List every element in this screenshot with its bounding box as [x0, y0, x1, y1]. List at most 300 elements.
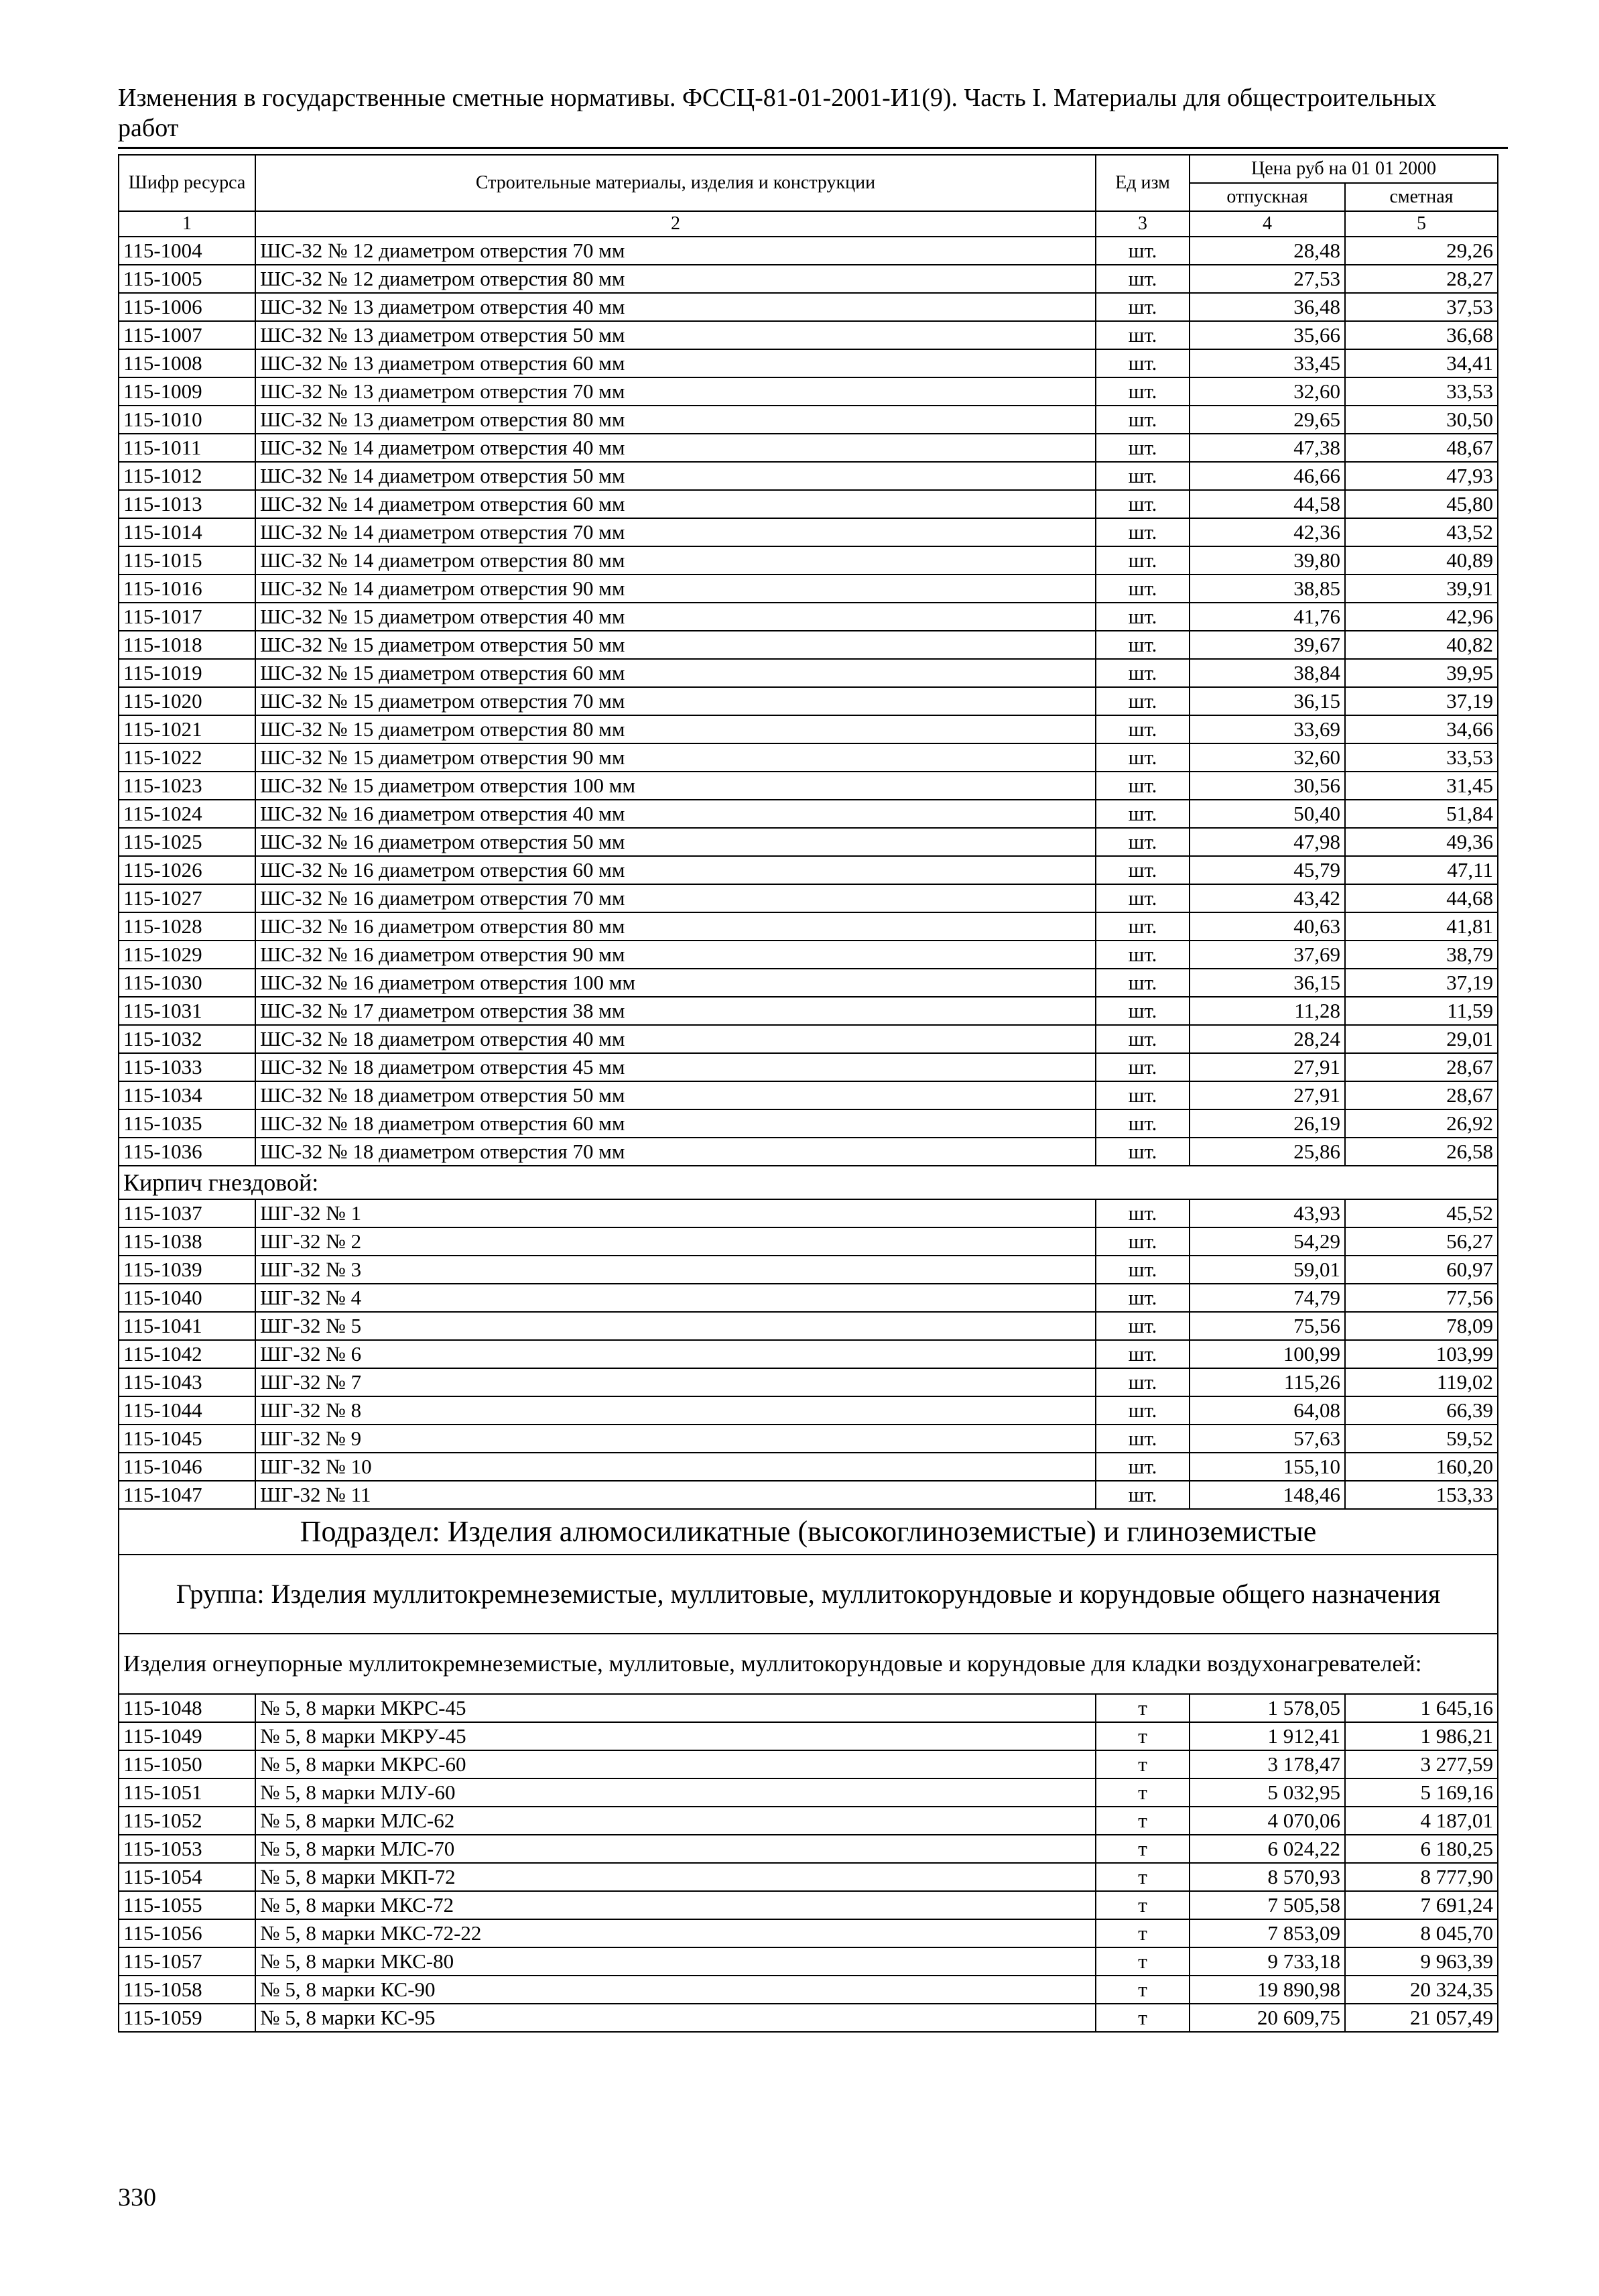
release-price-cell: 7 505,58	[1190, 1891, 1345, 1919]
table-body-subhead-b	[119, 1166, 1498, 1199]
release-price-cell: 100,99	[1190, 1340, 1345, 1368]
unit-cell: шт.	[1096, 800, 1190, 828]
resource-code-cell: 115-1051	[119, 1778, 255, 1807]
release-price-cell: 44,58	[1190, 490, 1345, 518]
unit-cell: шт.	[1096, 1284, 1190, 1312]
estimate-price-cell: 34,66	[1345, 715, 1498, 743]
unit-cell: шт.	[1096, 1138, 1190, 1166]
estimate-price-cell: 38,79	[1345, 941, 1498, 969]
estimate-price-cell: 51,84	[1345, 800, 1498, 828]
table-row	[119, 743, 1498, 772]
resource-code-cell: 115-1015	[119, 546, 255, 575]
estimate-price-cell: 36,68	[1345, 321, 1498, 349]
table-row	[119, 1425, 1498, 1453]
release-price-cell: 59,01	[1190, 1256, 1345, 1284]
resource-code-cell: 115-1057	[119, 1947, 255, 1976]
unit-cell: шт.	[1096, 715, 1190, 743]
table-row	[119, 659, 1498, 687]
resource-code-cell: 115-1039	[119, 1256, 255, 1284]
unit-cell: шт.	[1096, 1368, 1190, 1396]
document-header: Изменения в государственные сметные нормативы. ФССЦ-81-01-2001-И1(9). Часть I. Материалы для общестроительных работ	[118, 84, 1437, 142]
table-row	[119, 1863, 1498, 1891]
material-name-cell: ШС-32 № 17 диаметром отверстия 38 мм	[255, 997, 1096, 1025]
estimate-price-cell: 77,56	[1345, 1284, 1498, 1312]
table-row	[119, 518, 1498, 546]
estimate-price-cell: 34,41	[1345, 349, 1498, 377]
resource-code-cell: 115-1054	[119, 1863, 255, 1891]
group-row	[119, 1555, 1498, 1634]
table-row	[119, 321, 1498, 349]
resource-code-cell: 115-1014	[119, 518, 255, 546]
release-price-cell: 39,80	[1190, 546, 1345, 575]
estimate-price-cell: 1 986,21	[1345, 1722, 1498, 1750]
table-body-c	[119, 1694, 1498, 2032]
release-price-cell: 50,40	[1190, 800, 1345, 828]
material-name-cell: ШС-32 № 13 диаметром отверстия 40 мм	[255, 293, 1096, 321]
material-name-cell: № 5, 8 марки МКРС-60	[255, 1750, 1096, 1778]
unit-cell: т	[1096, 1835, 1190, 1863]
resource-code-cell: 115-1013	[119, 490, 255, 518]
material-name-cell: ШГ-32 № 7	[255, 1368, 1096, 1396]
resource-code-cell: 115-1050	[119, 1750, 255, 1778]
estimate-price-cell: 5 169,16	[1345, 1778, 1498, 1807]
table-row	[119, 2004, 1498, 2032]
release-price-cell: 42,36	[1190, 518, 1345, 546]
table-row	[119, 1312, 1498, 1340]
estimate-price-cell: 20 324,35	[1345, 1976, 1498, 2004]
estimate-price-cell: 29,01	[1345, 1025, 1498, 1053]
resource-code-cell: 115-1010	[119, 406, 255, 434]
material-name-cell: ШС-32 № 13 диаметром отверстия 80 мм	[255, 406, 1096, 434]
material-name-cell: ШС-32 № 18 диаметром отверстия 60 мм	[255, 1109, 1096, 1138]
estimate-price-cell: 6 180,25	[1345, 1835, 1498, 1863]
release-price-cell: 9 733,18	[1190, 1947, 1345, 1976]
estimate-price-cell: 78,09	[1345, 1312, 1498, 1340]
material-name-cell: ШГ-32 № 10	[255, 1453, 1096, 1481]
estimate-price-cell: 39,95	[1345, 659, 1498, 687]
material-name-cell: ШГ-32 № 5	[255, 1312, 1096, 1340]
col-header-price: Цена руб на 01 01 2000	[1190, 155, 1498, 183]
resource-code-cell: 115-1006	[119, 293, 255, 321]
estimate-price-cell: 9 963,39	[1345, 1947, 1498, 1976]
table-row	[119, 997, 1498, 1025]
table-row	[119, 265, 1498, 293]
material-name-cell: ШС-32 № 15 диаметром отверстия 60 мм	[255, 659, 1096, 687]
table-row	[119, 1778, 1498, 1807]
release-price-cell: 5 032,95	[1190, 1778, 1345, 1807]
col-header-code: Шифр ресурса	[119, 155, 255, 211]
release-price-cell: 27,91	[1190, 1081, 1345, 1109]
estimate-price-cell: 153,33	[1345, 1481, 1498, 1509]
material-name-cell: ШГ-32 № 1	[255, 1199, 1096, 1227]
table-row	[119, 1976, 1498, 2004]
resource-code-cell: 115-1045	[119, 1425, 255, 1453]
unit-cell: т	[1096, 1891, 1190, 1919]
unit-cell: шт.	[1096, 406, 1190, 434]
material-name-cell: ШС-32 № 14 диаметром отверстия 40 мм	[255, 434, 1096, 462]
table-row	[119, 406, 1498, 434]
material-name-cell: ШС-32 № 16 диаметром отверстия 90 мм	[255, 941, 1096, 969]
resource-code-cell: 115-1005	[119, 265, 255, 293]
material-name-cell: ШС-32 № 16 диаметром отверстия 60 мм	[255, 856, 1096, 884]
material-name-cell: ШС-32 № 18 диаметром отверстия 40 мм	[255, 1025, 1096, 1053]
unit-cell: шт.	[1096, 969, 1190, 997]
table-row	[119, 1807, 1498, 1835]
estimate-price-cell: 39,91	[1345, 575, 1498, 603]
material-name-cell: ШС-32 № 14 диаметром отверстия 50 мм	[255, 462, 1096, 490]
table-row	[119, 1750, 1498, 1778]
resource-code-cell: 115-1026	[119, 856, 255, 884]
unit-cell: шт.	[1096, 631, 1190, 659]
release-price-cell: 47,98	[1190, 828, 1345, 856]
estimate-price-cell: 28,67	[1345, 1053, 1498, 1081]
unit-cell: шт.	[1096, 265, 1190, 293]
resource-code-cell: 115-1031	[119, 997, 255, 1025]
material-name-cell: ШС-32 № 13 диаметром отверстия 50 мм	[255, 321, 1096, 349]
release-price-cell: 41,76	[1190, 603, 1345, 631]
unit-cell: т	[1096, 1863, 1190, 1891]
estimate-price-cell: 11,59	[1345, 997, 1498, 1025]
resource-code-cell: 115-1048	[119, 1694, 255, 1722]
estimate-price-cell: 47,93	[1345, 462, 1498, 490]
release-price-cell: 26,19	[1190, 1109, 1345, 1138]
estimate-price-cell: 103,99	[1345, 1340, 1498, 1368]
unit-cell: шт.	[1096, 1481, 1190, 1509]
material-name-cell: № 5, 8 марки МКС-72-22	[255, 1919, 1096, 1947]
release-price-cell: 43,93	[1190, 1199, 1345, 1227]
estimate-price-cell: 37,19	[1345, 687, 1498, 715]
resource-code-cell: 115-1053	[119, 1835, 255, 1863]
table-body-a	[119, 237, 1498, 1166]
unit-cell: шт.	[1096, 237, 1190, 265]
material-name-cell: ШГ-32 № 2	[255, 1227, 1096, 1256]
material-name-cell: № 5, 8 марки МКРУ-45	[255, 1722, 1096, 1750]
unit-cell: шт.	[1096, 997, 1190, 1025]
unit-cell: шт.	[1096, 575, 1190, 603]
col-header-estimate: сметная	[1345, 183, 1498, 211]
col-number: 3	[1096, 211, 1190, 237]
estimate-price-cell: 29,26	[1345, 237, 1498, 265]
release-price-cell: 20 609,75	[1190, 2004, 1345, 2032]
unit-cell: шт.	[1096, 1256, 1190, 1284]
estimate-price-cell: 160,20	[1345, 1453, 1498, 1481]
material-name-cell: ШГ-32 № 9	[255, 1425, 1096, 1453]
material-name-cell: ШС-32 № 14 диаметром отверстия 80 мм	[255, 546, 1096, 575]
section-row	[119, 1509, 1498, 1555]
release-price-cell: 1 578,05	[1190, 1694, 1345, 1722]
resource-code-cell: 115-1025	[119, 828, 255, 856]
table-row	[119, 293, 1498, 321]
table-row	[119, 1722, 1498, 1750]
table-row	[119, 1081, 1498, 1109]
estimate-price-cell: 40,82	[1345, 631, 1498, 659]
table-row	[119, 1256, 1498, 1284]
table-row	[119, 856, 1498, 884]
release-price-cell: 3 178,47	[1190, 1750, 1345, 1778]
unit-cell: шт.	[1096, 772, 1190, 800]
unit-cell: шт.	[1096, 1425, 1190, 1453]
estimate-price-cell: 60,97	[1345, 1256, 1498, 1284]
table-row	[119, 715, 1498, 743]
resource-code-cell: 115-1027	[119, 884, 255, 912]
resource-code-cell: 115-1018	[119, 631, 255, 659]
table-row	[119, 1109, 1498, 1138]
material-name-cell: № 5, 8 марки МКРС-45	[255, 1694, 1096, 1722]
subheading: Кирпич гнездовой:	[119, 1166, 1498, 1199]
resource-code-cell: 115-1019	[119, 659, 255, 687]
resource-code-cell: 115-1040	[119, 1284, 255, 1312]
material-name-cell: ШС-32 № 18 диаметром отверстия 70 мм	[255, 1138, 1096, 1166]
table-row	[119, 969, 1498, 997]
unit-cell: шт.	[1096, 321, 1190, 349]
table-row	[119, 490, 1498, 518]
material-name-cell: № 5, 8 марки МКС-80	[255, 1947, 1096, 1976]
unit-cell: т	[1096, 1694, 1190, 1722]
resource-code-cell: 115-1049	[119, 1722, 255, 1750]
release-price-cell: 155,10	[1190, 1453, 1345, 1481]
table-row	[119, 237, 1498, 265]
unit-cell: шт.	[1096, 462, 1190, 490]
release-price-cell: 45,79	[1190, 856, 1345, 884]
table-row	[119, 1947, 1498, 1976]
subheading-row	[119, 1166, 1498, 1199]
material-name-cell: ШС-32 № 15 диаметром отверстия 40 мм	[255, 603, 1096, 631]
unit-cell: шт.	[1096, 603, 1190, 631]
estimate-price-cell: 8 045,70	[1345, 1919, 1498, 1947]
resource-code-cell: 115-1007	[119, 321, 255, 349]
unit-cell: шт.	[1096, 1396, 1190, 1425]
resource-code-cell: 115-1059	[119, 2004, 255, 2032]
col-header-release: отпускная	[1190, 183, 1345, 211]
estimate-price-cell: 28,67	[1345, 1081, 1498, 1109]
release-price-cell: 57,63	[1190, 1425, 1345, 1453]
table-row	[119, 1694, 1498, 1722]
material-name-cell: ШС-32 № 15 диаметром отверстия 70 мм	[255, 687, 1096, 715]
unit-cell: шт.	[1096, 349, 1190, 377]
table-row	[119, 687, 1498, 715]
estimate-price-cell: 26,92	[1345, 1109, 1498, 1138]
release-price-cell: 75,56	[1190, 1312, 1345, 1340]
table-row	[119, 1835, 1498, 1863]
table-body-section	[119, 1509, 1498, 1694]
unit-cell: шт.	[1096, 1453, 1190, 1481]
release-price-cell: 28,48	[1190, 237, 1345, 265]
table-row	[119, 772, 1498, 800]
estimate-price-cell: 7 691,24	[1345, 1891, 1498, 1919]
release-price-cell: 39,67	[1190, 631, 1345, 659]
material-name-cell: ШС-32 № 15 диаметром отверстия 50 мм	[255, 631, 1096, 659]
material-name-cell: ШС-32 № 13 диаметром отверстия 60 мм	[255, 349, 1096, 377]
group-note: Изделия огнеупорные муллитокремнеземистые, муллитовые, муллитокорундовые и корундовые для кладки воздухонагревателей:	[119, 1634, 1498, 1694]
table-row	[119, 800, 1498, 828]
material-name-cell: № 5, 8 марки МЛУ-60	[255, 1778, 1096, 1807]
estimate-price-cell: 119,02	[1345, 1368, 1498, 1396]
unit-cell: т	[1096, 1976, 1190, 2004]
table-row	[119, 1053, 1498, 1081]
release-price-cell: 36,15	[1190, 687, 1345, 715]
release-price-cell: 33,69	[1190, 715, 1345, 743]
estimate-price-cell: 4 187,01	[1345, 1807, 1498, 1835]
unit-cell: шт.	[1096, 490, 1190, 518]
resource-code-cell: 115-1033	[119, 1053, 255, 1081]
estimate-price-cell: 45,52	[1345, 1199, 1498, 1227]
header-rule	[118, 147, 1508, 149]
resource-code-cell: 115-1023	[119, 772, 255, 800]
unit-cell: т	[1096, 1919, 1190, 1947]
estimate-price-cell: 41,81	[1345, 912, 1498, 941]
estimate-price-cell: 66,39	[1345, 1396, 1498, 1425]
col-number: 2	[255, 211, 1096, 237]
unit-cell: шт.	[1096, 743, 1190, 772]
unit-cell: шт.	[1096, 856, 1190, 884]
material-name-cell: ШС-32 № 16 диаметром отверстия 50 мм	[255, 828, 1096, 856]
table-row	[119, 1227, 1498, 1256]
page-number: 330	[118, 2183, 156, 2212]
resource-code-cell: 115-1028	[119, 912, 255, 941]
table-row	[119, 377, 1498, 406]
resource-code-cell: 115-1022	[119, 743, 255, 772]
release-price-cell: 46,66	[1190, 462, 1345, 490]
resource-code-cell: 115-1017	[119, 603, 255, 631]
col-header-name: Строительные материалы, изделия и конструкции	[255, 155, 1096, 211]
material-name-cell: № 5, 8 марки МЛС-62	[255, 1807, 1096, 1835]
resource-code-cell: 115-1004	[119, 237, 255, 265]
resource-code-cell: 115-1041	[119, 1312, 255, 1340]
resource-code-cell: 115-1011	[119, 434, 255, 462]
release-price-cell: 1 912,41	[1190, 1722, 1345, 1750]
estimate-price-cell: 8 777,90	[1345, 1863, 1498, 1891]
table-row	[119, 1453, 1498, 1481]
unit-cell: шт.	[1096, 828, 1190, 856]
release-price-cell: 33,45	[1190, 349, 1345, 377]
resource-code-cell: 115-1008	[119, 349, 255, 377]
release-price-cell: 40,63	[1190, 912, 1345, 941]
release-price-cell: 7 853,09	[1190, 1919, 1345, 1947]
table-row	[119, 1396, 1498, 1425]
estimate-price-cell: 3 277,59	[1345, 1750, 1498, 1778]
release-price-cell: 54,29	[1190, 1227, 1345, 1256]
resource-code-cell: 115-1043	[119, 1368, 255, 1396]
material-name-cell: ШС-32 № 14 диаметром отверстия 90 мм	[255, 575, 1096, 603]
material-name-cell: ШС-32 № 15 диаметром отверстия 100 мм	[255, 772, 1096, 800]
estimate-price-cell: 1 645,16	[1345, 1694, 1498, 1722]
estimate-price-cell: 21 057,49	[1345, 2004, 1498, 2032]
col-number: 1	[119, 211, 255, 237]
material-name-cell: ШГ-32 № 6	[255, 1340, 1096, 1368]
material-name-cell: ШС-32 № 15 диаметром отверстия 90 мм	[255, 743, 1096, 772]
table-row	[119, 1340, 1498, 1368]
material-name-cell: ШС-32 № 15 диаметром отверстия 80 мм	[255, 715, 1096, 743]
estimate-price-cell: 44,68	[1345, 884, 1498, 912]
release-price-cell: 8 570,93	[1190, 1863, 1345, 1891]
table-row	[119, 1891, 1498, 1919]
release-price-cell: 38,84	[1190, 659, 1345, 687]
unit-cell: шт.	[1096, 546, 1190, 575]
estimate-price-cell: 45,80	[1345, 490, 1498, 518]
estimate-price-cell: 40,89	[1345, 546, 1498, 575]
release-price-cell: 28,24	[1190, 1025, 1345, 1053]
unit-cell: шт.	[1096, 659, 1190, 687]
resource-code-cell: 115-1058	[119, 1976, 255, 2004]
material-name-cell: № 5, 8 марки КС-95	[255, 2004, 1096, 2032]
table-row	[119, 884, 1498, 912]
estimate-price-cell: 49,36	[1345, 828, 1498, 856]
unit-cell: т	[1096, 1947, 1190, 1976]
resource-code-cell: 115-1012	[119, 462, 255, 490]
table-row	[119, 941, 1498, 969]
unit-cell: шт.	[1096, 1227, 1190, 1256]
resource-code-cell: 115-1009	[119, 377, 255, 406]
material-name-cell: № 5, 8 марки МКП-72	[255, 1863, 1096, 1891]
resource-code-cell: 115-1034	[119, 1081, 255, 1109]
table-body-b	[119, 1199, 1498, 1509]
price-table	[118, 154, 1498, 2033]
note-row	[119, 1634, 1498, 1694]
unit-cell: шт.	[1096, 293, 1190, 321]
release-price-cell: 35,66	[1190, 321, 1345, 349]
estimate-price-cell: 48,67	[1345, 434, 1498, 462]
release-price-cell: 27,53	[1190, 265, 1345, 293]
material-name-cell: ШС-32 № 16 диаметром отверстия 100 мм	[255, 969, 1096, 997]
release-price-cell: 32,60	[1190, 377, 1345, 406]
estimate-price-cell: 56,27	[1345, 1227, 1498, 1256]
release-price-cell: 19 890,98	[1190, 1976, 1345, 2004]
release-price-cell: 36,48	[1190, 293, 1345, 321]
unit-cell: шт.	[1096, 1053, 1190, 1081]
table-row	[119, 631, 1498, 659]
estimate-price-cell: 43,52	[1345, 518, 1498, 546]
unit-cell: шт.	[1096, 884, 1190, 912]
table-row	[119, 1368, 1498, 1396]
material-name-cell: ШГ-32 № 8	[255, 1396, 1096, 1425]
material-name-cell: ШГ-32 № 3	[255, 1256, 1096, 1284]
release-price-cell: 74,79	[1190, 1284, 1345, 1312]
table-row	[119, 828, 1498, 856]
material-name-cell: № 5, 8 марки КС-90	[255, 1976, 1096, 2004]
resource-code-cell: 115-1030	[119, 969, 255, 997]
unit-cell: шт.	[1096, 1340, 1190, 1368]
resource-code-cell: 115-1055	[119, 1891, 255, 1919]
material-name-cell: ШГ-32 № 4	[255, 1284, 1096, 1312]
resource-code-cell: 115-1029	[119, 941, 255, 969]
unit-cell: шт.	[1096, 1025, 1190, 1053]
table-row	[119, 462, 1498, 490]
unit-cell: шт.	[1096, 1199, 1190, 1227]
release-price-cell: 47,38	[1190, 434, 1345, 462]
release-price-cell: 43,42	[1190, 884, 1345, 912]
material-name-cell: ШС-32 № 18 диаметром отверстия 45 мм	[255, 1053, 1096, 1081]
table-row	[119, 1138, 1498, 1166]
table-row	[119, 1919, 1498, 1947]
estimate-price-cell: 37,53	[1345, 293, 1498, 321]
unit-cell: шт.	[1096, 518, 1190, 546]
col-number: 4	[1190, 211, 1345, 237]
resource-code-cell: 115-1020	[119, 687, 255, 715]
release-price-cell: 37,69	[1190, 941, 1345, 969]
estimate-price-cell: 37,19	[1345, 969, 1498, 997]
material-name-cell: ШС-32 № 13 диаметром отверстия 70 мм	[255, 377, 1096, 406]
material-name-cell: ШС-32 № 16 диаметром отверстия 70 мм	[255, 884, 1096, 912]
estimate-price-cell: 31,45	[1345, 772, 1498, 800]
material-name-cell: ШГ-32 № 11	[255, 1481, 1096, 1509]
col-header-unit: Ед изм	[1096, 155, 1190, 211]
material-name-cell: ШС-32 № 18 диаметром отверстия 50 мм	[255, 1081, 1096, 1109]
resource-code-cell: 115-1052	[119, 1807, 255, 1835]
release-price-cell: 30,56	[1190, 772, 1345, 800]
unit-cell: шт.	[1096, 912, 1190, 941]
release-price-cell: 11,28	[1190, 997, 1345, 1025]
unit-cell: шт.	[1096, 941, 1190, 969]
